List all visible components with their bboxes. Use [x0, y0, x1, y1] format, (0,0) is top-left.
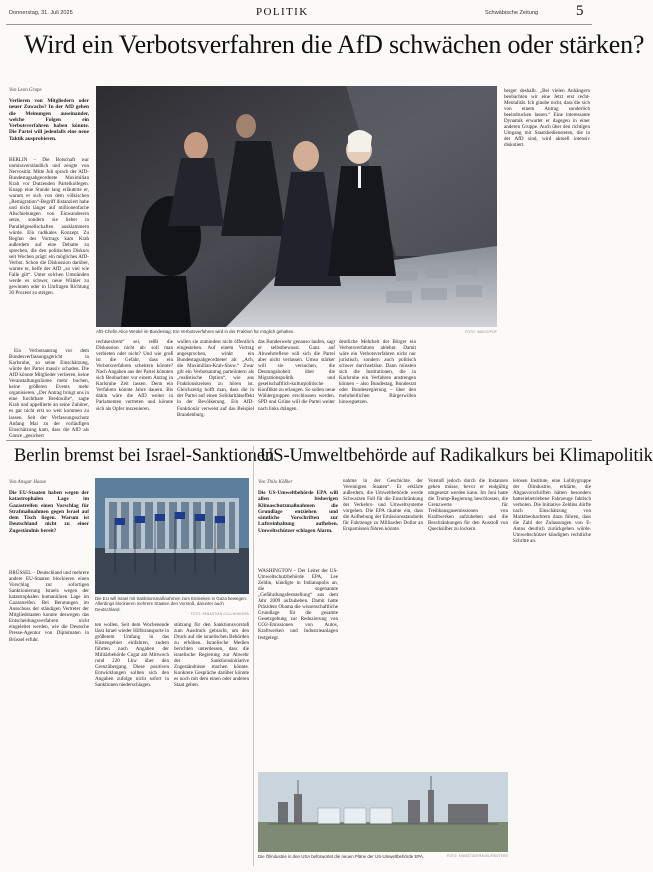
top-column-1b [9, 348, 89, 439]
israel-photo-caption [95, 596, 249, 620]
top-paragraph: deutliche Mehrheit der Bürger ein Verbotsverfahren ablehnt. Damit wäre ein Verbotsverfahren nicht nur juristisch, sondern auch politisch schwer durchsetzbar. Dann müssten sich die Institutionen, die in Karlsruhe ein Verfahren anstrengen können – also Bundestag, Bundesrat oder Bundesregierung – über den mehrheitlichen Bürgerwillen hinwegsetzen. [339, 339, 416, 406]
top-column-3 [177, 339, 254, 435]
issue-date: Donnerstag, 31. Juli 2025 [9, 10, 73, 16]
top-paragraph: das Bundeswehr genauso laufen, sagt er selbstbewusst. Ganz auf Abwehrreflexe will sich die Partei aber nicht verlassen. Umso stärker will sie versuchen, die Deutungshoheit über die Migrationspolitik und gesellschaftlich-kulturpolitische Konflikte zu erlangen. So sollen neue Wählergruppen erschlossen werden. SPD und Grüne will die Partei weiter nach links drängen. [258, 339, 335, 412]
top-caption-text: AfD-Chefin Alice Weidel im Bundestag: Ein Verbotsverfahren wird in der Fraktion für möglich gehalten. [96, 329, 295, 334]
israel-headline: Berlin bremst bei Israel-Sanktionen [14, 446, 275, 466]
top-column-5 [339, 339, 416, 435]
top-paragraph: rechtsextrem“ sei, reißt die Diskussion nicht ab: soll man verbieten oder nicht? Und wie groß ist die Gefahr, dass ein Verbotsverfahren scheitern könnte? Nach Angaben aus der Partei könnten sich Beobachter vor einem Antrag in Karlsruhe Zeit lassen. Denn ein Verfahren könnte Jahre dauern. Bis dahin wäre die AfD weiter in Parlamenten vertreten und könnte sich als Opfer inszenieren. [96, 339, 173, 412]
newspaper-name: Schwäbische Zeitung [485, 10, 539, 16]
eu-building-photo [95, 478, 249, 594]
top-author: Von Leon Grupe [9, 88, 42, 93]
epa-column-3 [428, 478, 508, 768]
epa-headline: US-Umweltbehörde auf Radikalkurs bei Klimapolitik [260, 446, 653, 466]
epa-paragraph: lelosen Institute, eine Lobbygruppe der Ölindustrie, erklärte, die Abgasvorschriften hätten besonders batteriebetriebene Fahrzeuge faktisch verboten. Die Initiative Zeldins dürfte nach Einschätzung von Marktbeobachtern dazu führen, dass die Zahl der Zulassungen von E-Autos deutlich zurückgehen würde. Umweltschützer kündigten rechtliche Schritte an. [513, 478, 591, 545]
israel-column-3 [174, 622, 249, 867]
epa-caption-text: Die Ölindustrie in den USA befürwortet die neuen Pläne der US-Umweltbehörde EPA. [258, 854, 425, 859]
israel-column-1 [9, 570, 89, 867]
top-column-6 [504, 88, 590, 435]
epa-photo-caption [258, 854, 508, 868]
header-rule [6, 24, 592, 25]
epa-photo-credit: FOTO: KINGSTONTRAVEL/REUTERS [446, 854, 508, 858]
article-divider [253, 446, 254, 866]
israel-author: Von Ansgar Haase [9, 480, 47, 485]
israel-photo-credit: FOTO: SEBASTIAN GOLLNOW/DPA [190, 611, 249, 616]
parliament-photo [96, 86, 497, 327]
top-column-1a [9, 157, 89, 345]
top-column-4 [258, 339, 335, 435]
israel-photo [95, 478, 249, 594]
top-paragraph: wollen sie zumindest nicht öffentlich eingestehen. Auf einem Vortrag angesprochen, winkt ein Bundestagsabgeordneter ab: „Ach, die Maximilian-Krah-Show.“ Zwar gilt ein Verbotsantrag parteiintern als „realistische Option“, wie aus Fraktionskreisen zu hören ist. Gleichzeitig hofft man, dass die in der Partei auf einen Solidaritätseffekt in der Bevölkerung. Ein AfD-Funktionär verweist auf das Beispiel Brandenburg. [177, 339, 254, 418]
top-photo-credit: FOTO: IMAGO/POP [465, 330, 497, 334]
oil-industry-photo [258, 772, 508, 852]
section-divider [6, 440, 592, 441]
top-paragraph: Ein Verbotsantrag vor dem Bundesverfassungsgericht in Karlsruhe, so seine Einschätzung, würde der Partei massiv schaden. Die AfD könnte Mitglieder verlieren, keine Veranstaltungsräume mehr buchen, keine größeren Events mehr organisieren. „Der Antrag bringt uns in eine furchtbare Bredouille“, sagte Krah und appellierte an seine Zuhörer, es gar nicht erst so weit kommen zu lassen. Seit der Verfassungsschutz Anfang Mai zu der vorläufigen Einschätzung kam, dass die AfD als Ganze „gesichert [9, 348, 89, 439]
top-paragraph: berger deshalb. „Bei vielen Anhängern beobachten wir eine Jetzt erst recht-Mentalität. Ich glaube nicht, dass die sich von einem Antrag sonderlich beeindrucken lassen.“ Eine interessante Dynamik erwartet er dagegen in einer anderen Gruppe. Auch über den richtigen Umgang mit Staatsbediensteten, die in der AfD sind, wird aktuell intensiv diskutiert. [504, 88, 590, 149]
section-title: POLITIK [256, 6, 309, 18]
epa-lead: Die US-Umweltbehörde EPA will allen bisherigen Klimaschutzmaßnahmen die Grundlage entziehen und sämtliche Vorschriften zur Luftreinhaltung aufheben. Umweltschützer schlagen Alarm. [258, 490, 338, 534]
top-column-2 [96, 339, 173, 435]
epa-photo [258, 772, 508, 852]
epa-author: Von Thilo Kößler [258, 480, 293, 485]
page-number: 5 [576, 3, 584, 19]
top-lead: Verlieren von Mitgliedern oder neuer Zuwachs? In der AfD gehen die Meinungen auseinander, welche Folgen ein Verbotsverfahren haben könnte. Die Partei will jedenfalls eine neue Taktik ausprobieren. [9, 98, 89, 142]
epa-column-1 [258, 568, 338, 768]
epa-column-4 [513, 478, 591, 866]
top-paragraph: BERLIN – Die Botschaft war unmissverständlich und zeugte von Nervosität. Mitte Juli sprach der AfD-Bundestagsabgeordnete Maximilian Krah vor Dutzenden Parteikollegen. Knapp eine Stunde lang erläuterte er, warum er sich von dem völkischen „Remigration“-Begriff distanziert habe und nicht länger auf millionenfache Abschiebungen von Einwanderern setze, sondern sie lieber in Parallelgesellschaften ausklammern würde. Ein radikales Konzept. Zu Beginn des Vortrags kam Krah außerdem auf eine Debatte zu sprechen, die den politischen Diskurs seit Wochen prägt: ein mögliches AfD-Verbot. Schon die Diskussion darüber, warnte er, helfe der AfD „so viel wie Falle gilt“. Unter solchen Umständen werde es schwer, neue Wähler zu gewinnen oder in Umfragen Richtung 30 Prozent zu steigen. [9, 157, 89, 297]
israel-paragraph: ten wollen. Seit dem Wochenende lässt Israel wieder Hilfstransporte in größerem Umfang in das Küstengebiet einfahren, zudem führten nach Angaben der Militärbehörde Cogat am Mittwoch rund 220 Lkw über den Grenzübergang. Diese positiven Entwicklungen sollten sich den Angaben zufolge nicht sofort in Sanktionen niederschlagen. [95, 622, 169, 689]
top-photo-caption [96, 329, 497, 337]
epa-paragraph: Vorstoß jedoch durch die Instanzen gehen müsse, bevor er endgültig umgesetzt werden kann. Im Juni hatte die Trump-Regierung beschlossen, die Grenzwerte für Treibhausgasemissionen von Kraftwerken aufzuheben und die Beschränkungen für den Ausstoß von Quecksilber zu lockern. [428, 478, 508, 533]
epa-paragraph: nahme in der Geschichte der Vereinigten Staaten“. Er erklärte außerdem, die Umweltbehörde werde Schwarzen Fall für die Einschränkung der Verkehrs- und Umweltsysteme vorgehen. Die EPA räumte ein, dass die Aufhebung der Emissionsstandards für Fahrzeuge zu Milliarden Dollar an Ersparnissen führen könnte. [343, 478, 423, 533]
israel-lead: Die EU-Staaten haben wegen der katastrophalen Lage im Gazastreifen einen Vorschlag für Strafmaßnahmen gegen Israel auf dem Tisch liegen. Warum ist Deutschland nicht zu einer Zugeständnis bereit? [9, 490, 89, 534]
israel-paragraph: BRÜSSEL – Deutschland und mehrere andere EU-Staaten blockieren einen Vorschlag zur sofortigen Sanktionierung Israels wegen der katastrophalen humanitären Lage im Gazastreifen. Bei Beratungen im Ausschuss der ständigen Vertreter der Mitgliedstaaten konnte deswegen das Entscheidungsverfahren nicht eingeleitet werden, wie die Deutsche Presse-Agentur von Diplomaten in Brüssel erfuhr. [9, 570, 89, 643]
top-photo [96, 86, 497, 327]
epa-column-2 [343, 478, 423, 768]
israel-caption-text: Die EU will Israel mit Sanktionsmaßnahmen zum Einlenken in Gaza bewegen. Allerdings blockieren mehrere Staaten den Vorstoß, darunter auch Deutschland. [95, 596, 248, 612]
israel-paragraph: stützung für den Sanktionsvorstoß zum Ausdruck gebracht, um den Druck auf die israelischen Behörden zu erhöhen. Israelische Medien berichten unterdessen, dass die israelische Regierung zur Abwehr der Sanktionsinitiative Zugeständnisse machen könnte. Konkrete Gespräche darüber könnte es noch mit dem einen oder anderen Staat geben. [174, 622, 249, 689]
epa-paragraph: WASHINGTON – Der Leiter der US-Umweltschutzbehörde EPA, Lee Zeldin, kündigte in Indianapolis an, die sogenannte „Gefährdungsfeststellung“ aus dem Jahr 2009 aufzuheben. Damit hatte Präsident Obama die wissenschaftliche Grundlage für die gesamte Gesetzgebung zur Reduzierung von CO2-Emissionen von Autos, Kraftwerken und Industrieanlagen festgelegt. [258, 568, 338, 641]
top-headline: Wird ein Verbotsverfahren die AfD schwächen oder stärken? [24, 30, 645, 59]
israel-column-2 [95, 622, 169, 867]
